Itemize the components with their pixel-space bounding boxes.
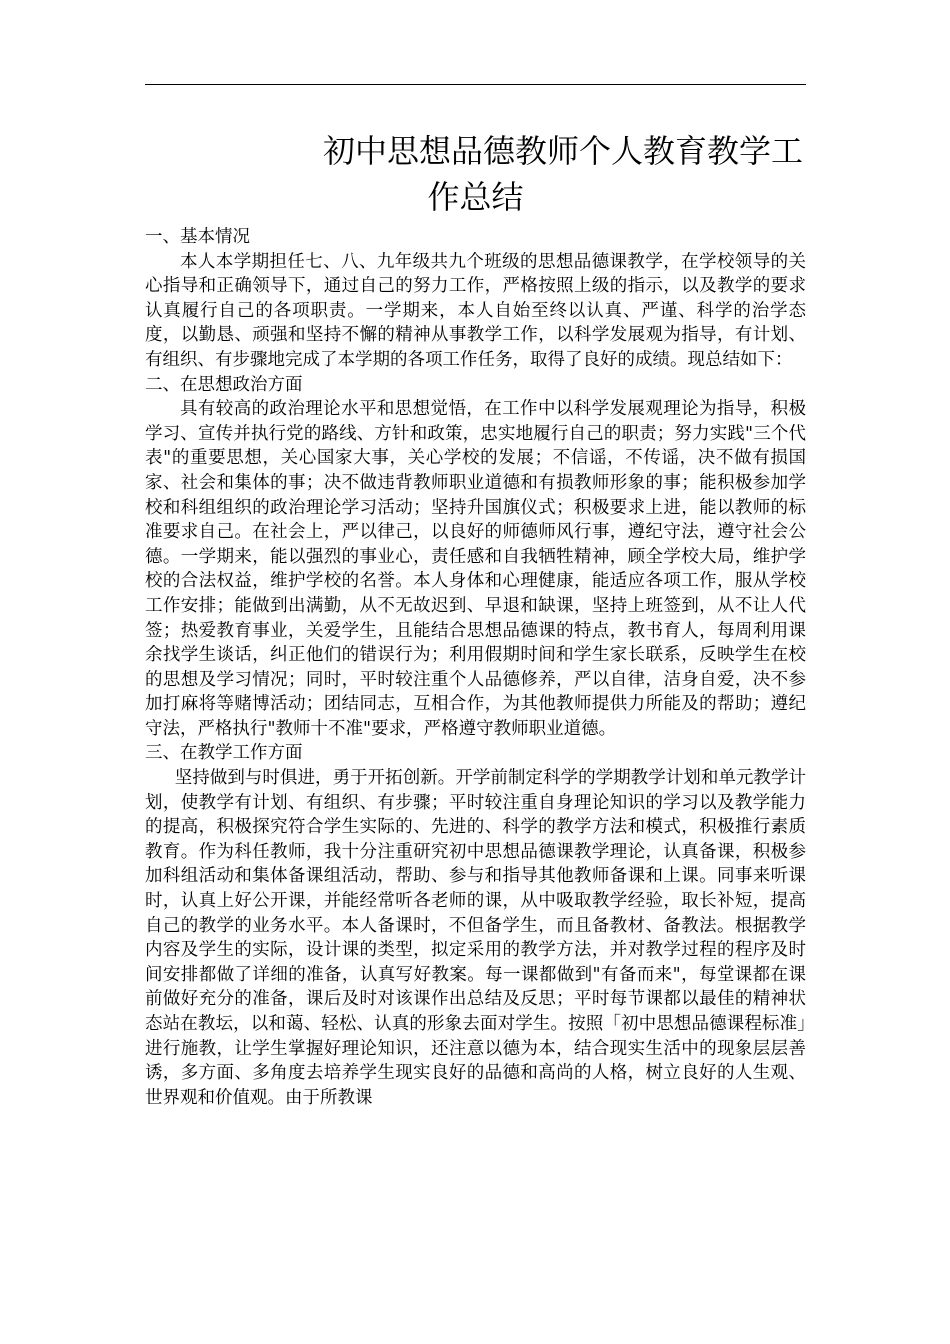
section-heading-basic: 一、基本情况 [145, 227, 250, 247]
title-line-2: 作总结 [427, 178, 524, 216]
document-body [145, 225, 806, 1110]
document-title [145, 128, 806, 220]
header-rule [145, 84, 806, 85]
section-paragraph-teaching: 坚持做到与时俱进，勇于开拓创新。开学前制定科学的学期教学计划和单元教学计划，使教学有计划、有组织、有步骤；平时较注重自身理论知识的学习以及教学能力的提高，积极探究符合学生实际的、先进的、科学的教学方法和模式，积极推行素质教育。作为科任教师，我十分注重研究初中思想品德课教学理论，认真备课，积极参加科组活动和集体备课组活动，帮助、参与和指导其他教师备课和上课。同事来听课时，认真上好公开课，并能经常听各老师的课，从中吸取教学经验，取长补短，提高自己的教学的业务水平。本人备课时，不但备学生，而且备教材、备教法。根据教学内容及学生的实际，设计课的类型，拟定采用的教学方法，并对教学过程的程序及时间安排都做了详细的准备，认真写好教案。每一课都做到"有备而来"，每堂课都在课前做好充分的准备，课后及时对该课作出总结及反思；平时每节课都以最佳的精神状态站在教坛，以和蔼、轻松、认真的形象去面对学生。按照「初中思想品德课程标准」进行施教，让学生掌握好理论知识，还注意以德为本，结合现实生活中的现象层层善诱，多方面、多角度去培养学生现实良好的品德和高尚的人格，树立良好的人生观、世界观和价值观。由于所教课 [145, 768, 806, 1108]
section-paragraph-basic: 本人本学期担任七、八、九年级共九个班级的思想品德课教学，在学校领导的关心指导和正确领导下，通过自己的努力工作，严格按照上级的指示，以及教学的要求认真履行自己的各项职责。一学期来，本人自始至终以认真、严谨、科学的治学态度，以勤恳、顽强和坚持不懈的精神从事教学工作，以科学发展观为指导，有计划、有组织、有步骤地完成了本学期的各项工作任务，取得了良好的成绩。现总结如下： [145, 251, 806, 370]
section-paragraph-political: 具有较高的政治理论水平和思想觉悟，在工作中以科学发展观理论为指导，积极学习、宣传并执行党的路线、方针和政策，忠实地履行自己的职责；努力实践"三个代表"的重要思想，关心国家大事，关心学校的发展；不信谣，不传谣，决不做有损国家、社会和集体的事；决不做违背教师职业道德和有损教师形象的事；能积极参加学校和科组组织的政治理论学习活动；坚持升国旗仪式；积极要求上进，能以教师的标准要求自己。在社会上，严以律己，以良好的师德师风行事，遵纪守法，遵守社会公德。一学期来，能以强烈的事业心，责任感和自我牺牲精神，顾全学校大局，维护学校的合法权益，维护学校的名誉。本人身体和心理健康，能适应各项工作，服从学校工作安排；能做到出满勤，从不无故迟到、早退和缺课，坚持上班签到，从不让人代签；热爱教育事业，关爱学生，且能结合思想品德课的特点，教书育人，每周利用课余找学生谈话，纠正他们的错误行为；利用假期时间和学生家长联系，反映学生在校的思想及学习情况；同时，平时较注重个人品德修养，严以自律，洁身自爱，决不参加打麻将等赌博活动；团结同志，互相合作，为其他教师提供力所能及的帮助；遵纪守法，严格执行"教师十不准"要求，严格遵守教师职业道德。 [145, 399, 806, 739]
section-heading-political: 二、在思想政治方面 [145, 374, 303, 395]
section-heading-teaching: 三、在教学工作方面 [145, 743, 303, 764]
title-line-1: 初中思想品德教师个人教育教学工 [323, 132, 804, 170]
